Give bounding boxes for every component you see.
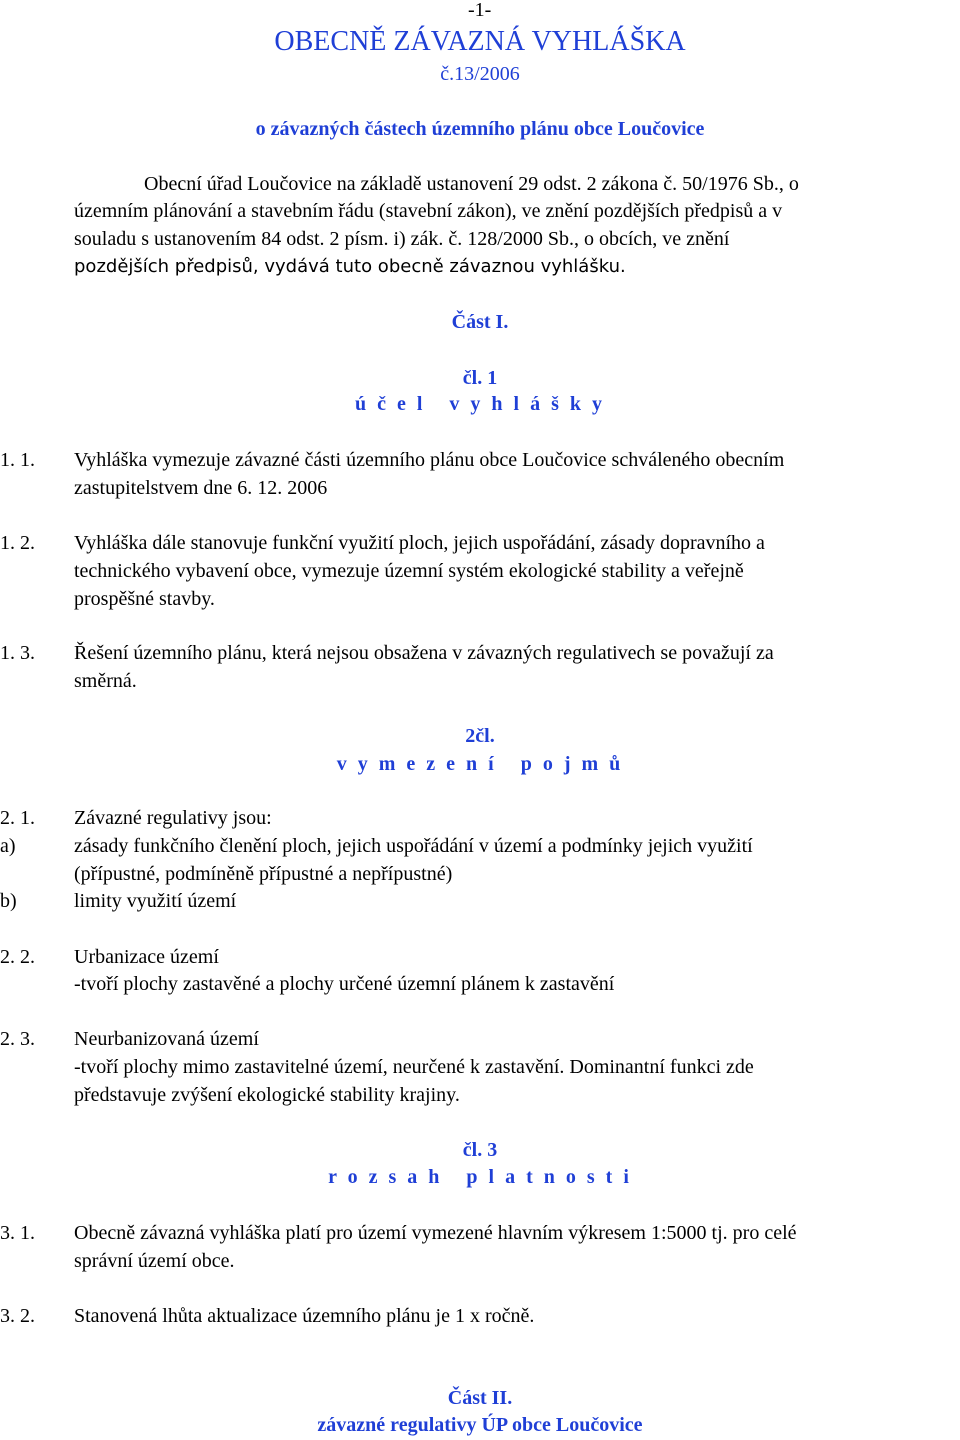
section-text: Stanovená lhůta aktualizace územního plánu je 1 x ročně.	[74, 1305, 535, 1327]
section-text: Závazné regulativy jsou:	[74, 807, 272, 829]
part-heading: Část I.	[451, 311, 509, 333]
section-text: technického vybavení obce, vymezuje územní systém ekologické stability a veřejně	[74, 560, 744, 582]
list-item-text: limity využití území	[74, 890, 237, 912]
document-subject: o závazných částech územního plánu obce Loučovice	[255, 118, 705, 140]
section-number: 3. 1.	[0, 1222, 35, 1244]
section-text: Neurbanizovaná území	[74, 1028, 259, 1050]
section-text: Vyhláška vymezuje závazné části územního plánu obce Loučovice schváleného obecním	[74, 449, 785, 471]
section-number: 2. 1.	[0, 807, 35, 829]
section-number: 2. 2.	[0, 946, 35, 968]
section-number: 3. 2.	[0, 1305, 35, 1327]
document-title: OBECNĚ ZÁVAZNÁ VYHLÁŠKA	[274, 26, 686, 57]
part-heading: Část II.	[447, 1387, 513, 1409]
section-text: -tvoří plochy mimo zastavitelné území, neurčené k zastavění. Dominantní funkci zde	[74, 1056, 754, 1078]
section-text: Obecně závazná vyhláška platí pro území vymezené hlavním výkresem 1:5000 tj. pro celé	[74, 1222, 797, 1244]
section-text: správní území obce.	[74, 1250, 235, 1272]
article-title: r o z s a h p l a t n o s t i	[328, 1166, 632, 1188]
document-number: č.13/2006	[440, 63, 520, 85]
intro-line: souladu s ustanovením 84 odst. 2 písm. i) zák. č. 128/2000 Sb., o obcích, ve znění	[74, 228, 730, 250]
section-text: směrná.	[74, 670, 137, 692]
list-item-text: zásady funkčního členění ploch, jejich uspořádání v území a podmínky jejich využití	[74, 835, 753, 857]
article-title: v y m e z e n í p o j m ů	[336, 753, 624, 775]
page-number: -1-	[468, 0, 492, 21]
intro-line: Obecní úřad Loučovice na základě ustanovení 29 odst. 2 zákona č. 50/1976 Sb., o	[144, 173, 799, 195]
intro-line: pozdějších předpisů, vydává tuto obecně závaznou vyhlášku.	[74, 256, 626, 277]
list-marker: a)	[0, 835, 16, 857]
article-title: ú č e l v y h l á š k y	[354, 393, 606, 415]
intro-line: územním plánování a stavebním řádu (stavební zákon), ve znění pozdějších předpisů a v	[74, 200, 783, 222]
list-marker: b)	[0, 890, 17, 912]
section-text: představuje zvýšení ekologické stability krajiny.	[74, 1084, 460, 1106]
section-text: Vyhláška dále stanovuje funkční využití ploch, jejich uspořádání, zásady dopravního a	[74, 532, 765, 554]
article-label: čl. 3	[462, 1139, 498, 1161]
section-text: Urbanizace území	[74, 946, 219, 968]
article-label: čl. 1	[462, 367, 498, 389]
section-text: prospěšné stavby.	[74, 588, 215, 610]
section-number: 1. 1.	[0, 449, 35, 471]
section-text: Řešení územního plánu, která nejsou obsažena v závazných regulativech se považují za	[74, 642, 774, 664]
section-text: -tvoří plochy zastavěné a plochy určené územní plánem k zastavění	[74, 973, 615, 995]
article-label: 2čl.	[465, 725, 495, 747]
section-number: 1. 2.	[0, 532, 35, 554]
section-number: 2. 3.	[0, 1028, 35, 1050]
part-title: závazné regulativy ÚP obce Loučovice	[317, 1414, 643, 1436]
section-text: zastupitelstvem dne 6. 12. 2006	[74, 477, 328, 499]
section-number: 1. 3.	[0, 642, 35, 664]
list-item-text: (přípustné, podmíněně přípustné a nepřípustné)	[74, 863, 453, 885]
